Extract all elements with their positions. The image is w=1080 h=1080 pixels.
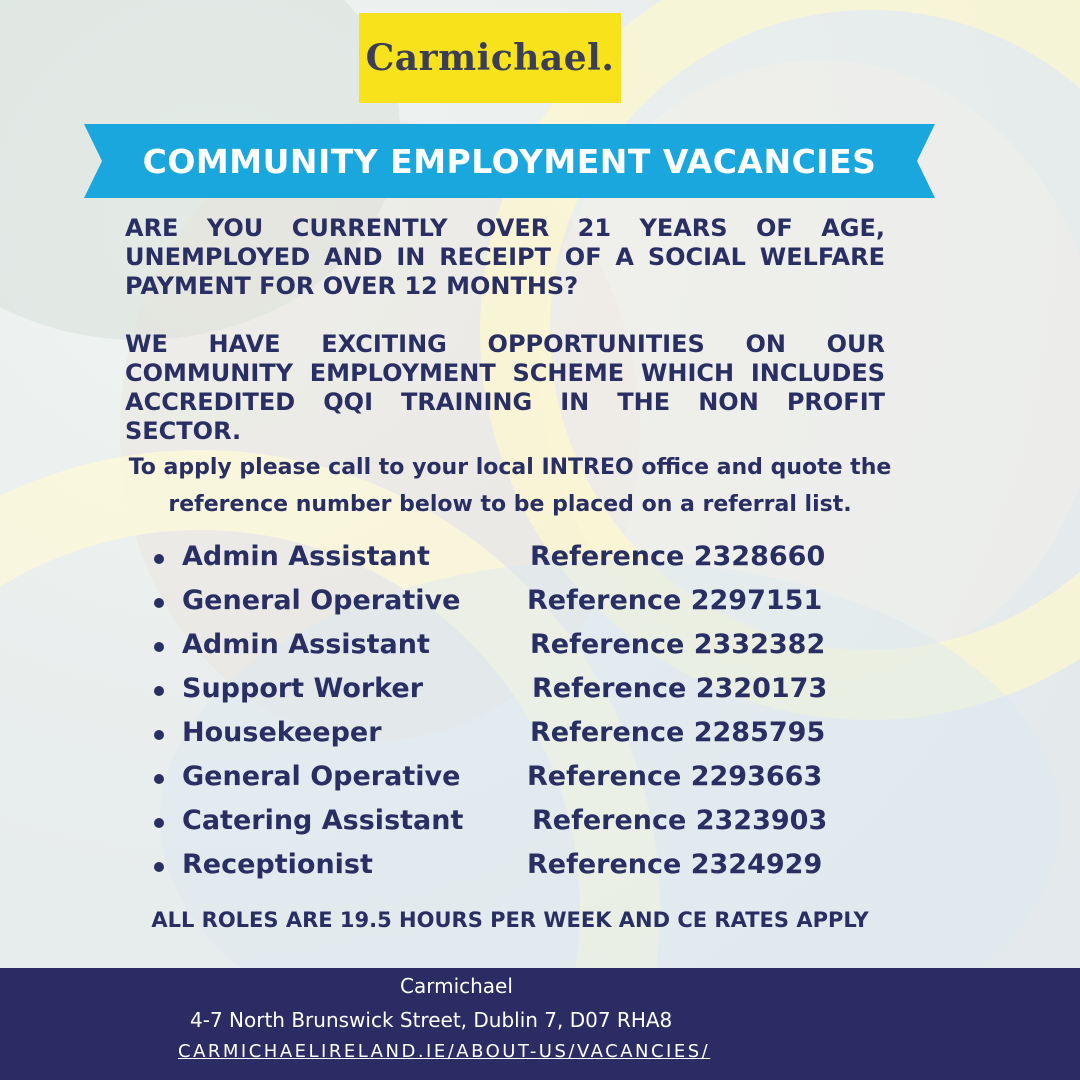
vacancy-reference: Reference 2328660 (530, 541, 826, 572)
footer-org-name: Carmichael (400, 974, 513, 998)
bullet-icon (154, 642, 164, 652)
vacancies-link[interactable]: CARMICHAELIRELAND.IE/ABOUT-US/VACANCIES/ (178, 1041, 711, 1062)
bullet-icon (154, 730, 164, 740)
opportunity-text: WE HAVE EXCITING OPPORTUNITIES ON OUR COMMUNITY EMPLOYMENT SCHEME WHICH INCLUDES ACCREDITED QQI TRAINING IN THE NON PROFIT SECTOR. (125, 330, 885, 445)
vacancy-reference: Reference 2320173 (532, 673, 828, 704)
hours-notice: ALL ROLES ARE 19.5 HOURS PER WEEK AND CE RATES APPLY (151, 908, 869, 932)
vacancy-role: Admin Assistant (182, 629, 430, 660)
logo-text: Carmichael. (365, 37, 615, 79)
vacancy-reference: Reference 2332382 (530, 629, 826, 660)
bullet-icon (154, 774, 164, 784)
bullet-icon (154, 554, 164, 564)
vacancy-reference: Reference 2285795 (530, 717, 826, 748)
title-banner (84, 124, 935, 198)
bullet-icon (154, 686, 164, 696)
footer-address: 4-7 North Brunswick Street, Dublin 7, D07 RHA8 (190, 1008, 673, 1032)
bullet-icon (154, 598, 164, 608)
vacancy-reference: Reference 2324929 (527, 849, 823, 880)
eligibility-question: ARE YOU CURRENTLY OVER 21 YEARS OF AGE, UNEMPLOYED AND IN RECEIPT OF A SOCIAL WELFARE PAYMENT FOR OVER 12 MONTHS? (125, 214, 885, 300)
carmichael-logo (359, 13, 621, 103)
bullet-icon (154, 862, 164, 872)
vacancy-role: General Operative (182, 585, 461, 616)
banner-title: COMMUNITY EMPLOYMENT VACANCIES (142, 141, 877, 181)
vacancy-reference: Reference 2293663 (527, 761, 823, 792)
vacancy-role: Support Worker (182, 673, 424, 704)
vacancy-role: Catering Assistant (182, 805, 464, 836)
vacancy-reference: Reference 2297151 (527, 585, 823, 616)
apply-instructions: To apply please call to your local INTREO office and quote the reference number below to be placed on a referral list. (128, 455, 892, 517)
vacancy-role: General Operative (182, 761, 461, 792)
bullet-icon (154, 818, 164, 828)
footer (0, 968, 1080, 1080)
vacancy-role: Admin Assistant (182, 541, 430, 572)
vacancy-role: Housekeeper (182, 717, 382, 748)
vacancy-role: Receptionist (182, 849, 373, 880)
vacancy-reference: Reference 2323903 (532, 805, 828, 836)
